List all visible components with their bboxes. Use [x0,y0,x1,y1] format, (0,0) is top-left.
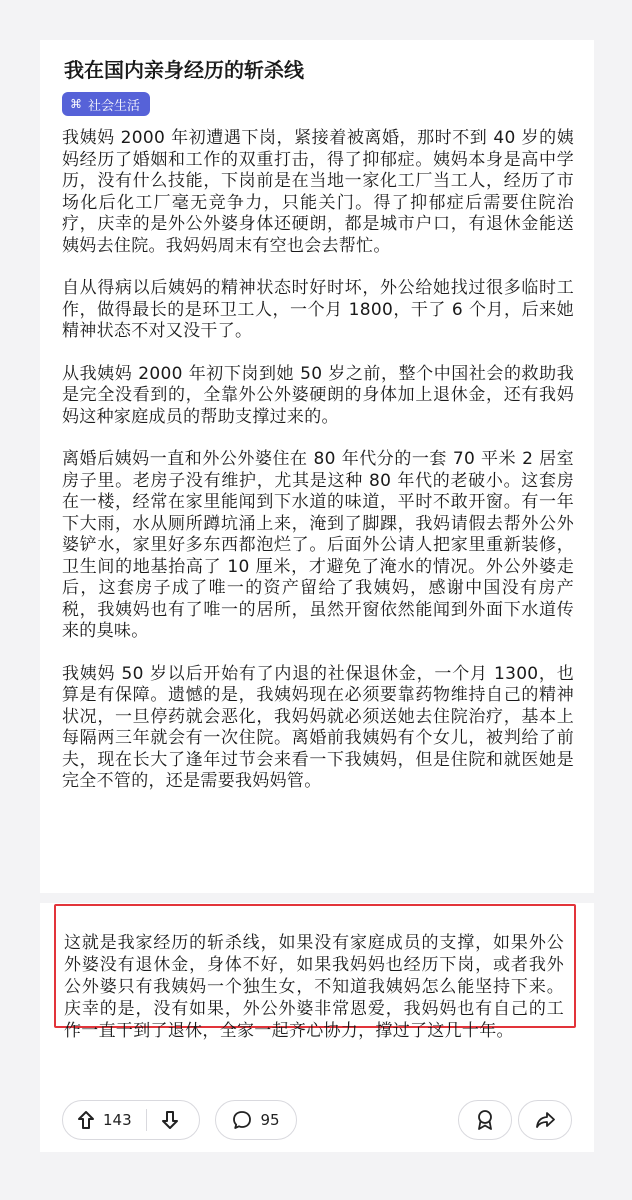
save-button[interactable] [458,1100,512,1140]
share-icon [535,1110,555,1130]
post-card [40,40,594,1152]
upvote-button[interactable] [63,1110,132,1130]
upvote-arrow-icon [77,1110,95,1130]
paragraph: 离婚后姨妈一直和外公外婆住在 80 年代分的一套 70 平米 2 居室房子里。老房子没有维护，尤其是这种 80 年代的老破小。这套房在一楼，经常在家里能闻到下水道的味道，平时不敢开窗。有一年下大雨，水从厕所蹲坑涌上来，淹到了脚踝，我妈请假去帮外公外婆铲水，家里好多东西都泡烂了。后面外公请人把家里重新装修，卫生间的地基抬高了 10 厘米，才避免了淹水的情况。外公外婆走后，这套房子成了唯一的资产留给了我姨妈，感谢中国没有房产税，我姨妈也有了唯一的居所，虽然开窗依然能闻到外面下水道传来的臭味。 [62,449,574,641]
paragraph: 从我姨妈 2000 年初下岗到她 50 岁之前，整个中国社会的救助我是完全没看到的，全靠外公外婆硬朗的身体加上退休金，还有我妈妈这种家庭成员的帮助支撑过来的。 [62,363,574,427]
topic-tag[interactable] [62,92,150,116]
post-title: 我在国内亲身经历的斩杀线 [64,58,304,82]
downvote-button[interactable] [147,1110,193,1130]
comment-button[interactable] [215,1100,297,1140]
highlighted-paragraph-box [54,904,576,1041]
share-button[interactable] [518,1100,572,1140]
downvote-arrow-icon [161,1110,179,1130]
highlighted-paragraph: 这就是我家经历的斩杀线，如果没有家庭成员的支撑，如果外公外婆没有退休金，身体不好，如果我妈妈也经历下岗，或者我外公外婆只有我姨妈一个独生女，不知道我姨妈怎么能坚持下来。庆幸的是，没有如果，外公外婆非常恩爱，我妈妈也有自己的工作一直干到了退休，全家一起齐心协力，撑过了这几十年。 [64,933,564,1041]
save-icon [475,1109,495,1131]
topic-hash-icon: ⌘ [70,97,82,111]
paragraph: 我姨妈 2000 年初遭遇下岗，紧接着被离婚，那时不到 40 岁的姨妈经历了婚姻和工作的双重打击，得了抑郁症。姨妈本身是高中学历，没有什么技能，下岗前是在当地一家化工厂当工人，经历了市场化后化工厂毫无竞争力，只能关门。得了抑郁症后需要住院治疗，庆幸的是外公外婆身体还硬朗，都是城市户口，有退休金能送姨妈去住院。我妈妈周末有空也会去帮忙。 [62,128,574,256]
section-divider [40,893,594,903]
upvote-count: 143 [103,1111,132,1129]
post-body [62,128,574,814]
action-bar [62,1100,572,1142]
comment-bubble-icon [232,1110,252,1130]
comment-count: 95 [260,1111,280,1129]
vote-control [62,1100,200,1140]
paragraph: 我姨妈 50 岁以后开始有了内退的社保退休金，一个月 1300，也算是有保障。遗憾的是，我姨妈现在必须要靠药物维持自己的精神状况，一旦停药就会恶化，我妈妈就必须送她去住院治疗，基本上每隔两三年就会有一次住院。离婚前我姨妈有个女儿，被判给了前夫，现在长大了逢年过节会来看一下我姨妈，但是住院和就医她是完全不管的，还是需要我妈妈管。 [62,663,574,791]
topic-label: 社会生活 [88,98,141,114]
paragraph: 自从得病以后姨妈的精神状态时好时坏，外公给她找过很多临时工作，做得最长的是环卫工人，一个月 1800，干了 6 个月，后来她精神状态不对又没干了。 [62,278,574,341]
